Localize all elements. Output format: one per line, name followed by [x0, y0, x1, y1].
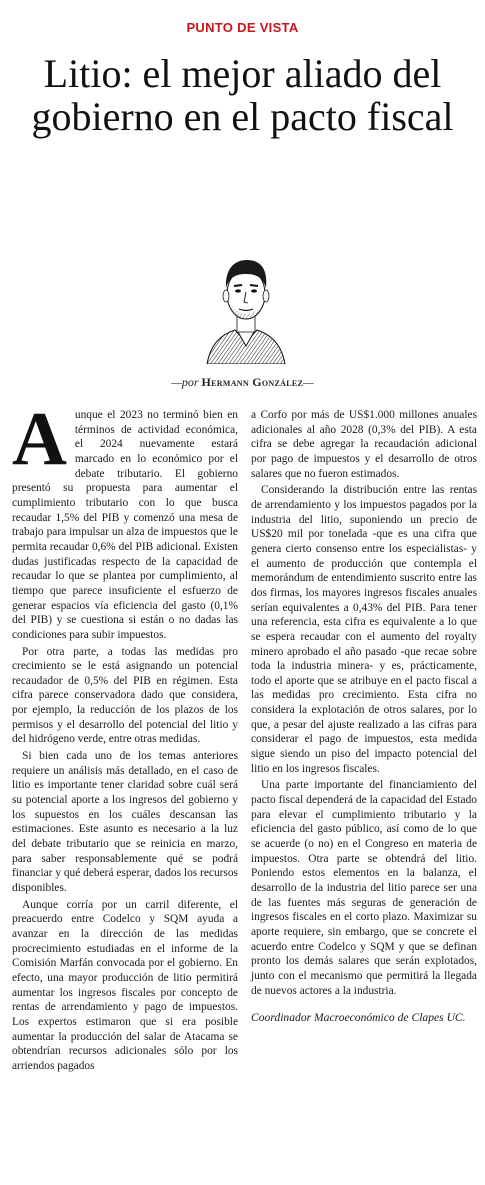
- article-paragraph: Aunque corría por un carril diferente, el preacuerdo entre Codelco y SQM ayuda a avanzar en la dirección de las medidas procrecimiento estudiadas en el informe de la Comisión Marfán convocada por el gobierno. En efecto, una mayor producción de litio permitirá aumentar los ingresos fiscales por concepto de rentas de arrendamiento y pago de impuestos. Los expertos estimaron que si era posible aumentar la producción del salar de Atacama se obtendrían recursos adicionales sólo por los arriendos pagados: [12, 898, 238, 1072]
- headline: Litio: el mejor aliado del gobierno en el pacto fiscal: [31, 51, 454, 139]
- article-paragraph: Una parte importante del financiamiento del pacto fiscal dependerá de la capacidad del Estado para elevar el cumplimiento tributario y la eficiencia del gasto público, así como de lo que se acuerde (o no) en el Congreso en materia de impuestos. Otra parte se obtendrá del litio. Poniendo estos elementos en la balanza, el desarrollo de la industria del litio parece ser una de las fuentes más seguras de generación de ingresos fiscales en el corto plazo. Maximizar su aporte requiere, sin embargo, que se concrete el acuerdo entre Codelco y SQM y que se definan pronto los demás salares que serán explotados, junto con el mecanismo que permitirá la llegada de nuevos actores a la industria.: [251, 779, 477, 997]
- byline-prefix: —por: [171, 375, 202, 389]
- article-column-left: [12, 397, 238, 1076]
- section-label: PUNTO DE VISTA: [186, 20, 299, 35]
- article-paragraph: Si bien cada uno de los temas anteriores requiere un análisis más detallado, en el caso de litio es importante tener claridad sobre cuál será su potencial aporte a los ingresos del gobierno y los supuestos en los cuáles descansan las estimaciones. Este asunto es necesario a la luz del debate tributario que se reinicia en marzo, para saber responsablemente qué se podrá financiar y qué deberá esperar, dados los recursos disponibles.: [12, 750, 238, 894]
- byline-suffix: —: [303, 375, 314, 389]
- byline: [0, 375, 485, 390]
- author-name: Hermann González: [201, 375, 304, 389]
- article-paragraph: Aunque el 2023 no terminó bien en términos de actividad económica, el 2024 nuevamente estará marcado en lo económico por el debate tributario. El gobierno presentó su propuesta para aumentar el cumplimiento tributario con lo que busca recaudar 1,5% del PIB y comenzó una mesa de trabajo para impulsar un alza de impuestos que le permita recaudar 0,6% del PIB adicional. Existen dudas justificadas respecto de la capacidad de recaudar lo que se plantea por cumplimiento, al tiempo que parece insuficiente el esfuerzo de generar espacios vía eficiencia del gasto (0,1% del PIB) y se cuestiona si están o no dadas las condiciones para subir impuestos.: [12, 397, 238, 641]
- article-paragraph: a Corfo por más de US$1.000 millones anuales adicionales al año 2028 (0,3% del PIB). A esta cifra se debe agregar la recaudación adicional por pago de impuestos y el desarrollo de otros salares que no fueron estimados.: [251, 409, 477, 480]
- article-paragraph: Por otra parte, a todas las medidas pro crecimiento se le está asignando un potencial recaudador de 0,5% del PIB en régimen. Esta cifra parece conservadora dado que considera, por ejemplo, la reducción de los plazos de los permisos y el desarrollo del potencial del litio y del hidrógeno verde, entre otras medidas.: [12, 645, 238, 746]
- author-portrait: [205, 246, 287, 364]
- author-signature: Coordinador Macroeconómico de Clapes UC.: [251, 1011, 466, 1025]
- article-paragraph: Considerando la distribución entre las rentas de arrendamiento y los impuestos pagados por la industria del litio, suponiendo un precio de US$20 mil por tonelada -que es una cifra que genera cierto consenso entre los especialistas- y el aumento de producción que contempla el memorándum de entendimiento suscrito entre las dos firmas, los mayores ingresos fiscales anuales serían equivalentes a 0,43% del PIB. Para tener una referencia, esta cifra es equivalente a lo que se espera recaudar con el aumento del royalty minero aprobado el año pasado -que recae sobre toda la industria minera- y es, prácticamente, todo el aporte que se atribuye en el pacto fiscal a las medidas pro crecimiento. Esta cifra no considera la explotación de otros salares, por lo que, a pesar del ajuste realizado a las cifras para considerar el pago de impuestos, esta medida sigue siendo un piso del impacto potencial del litio en los ingresos fiscales.: [251, 484, 477, 775]
- article-column-right: [251, 408, 477, 1025]
- drop-cap: A: [12, 397, 67, 481]
